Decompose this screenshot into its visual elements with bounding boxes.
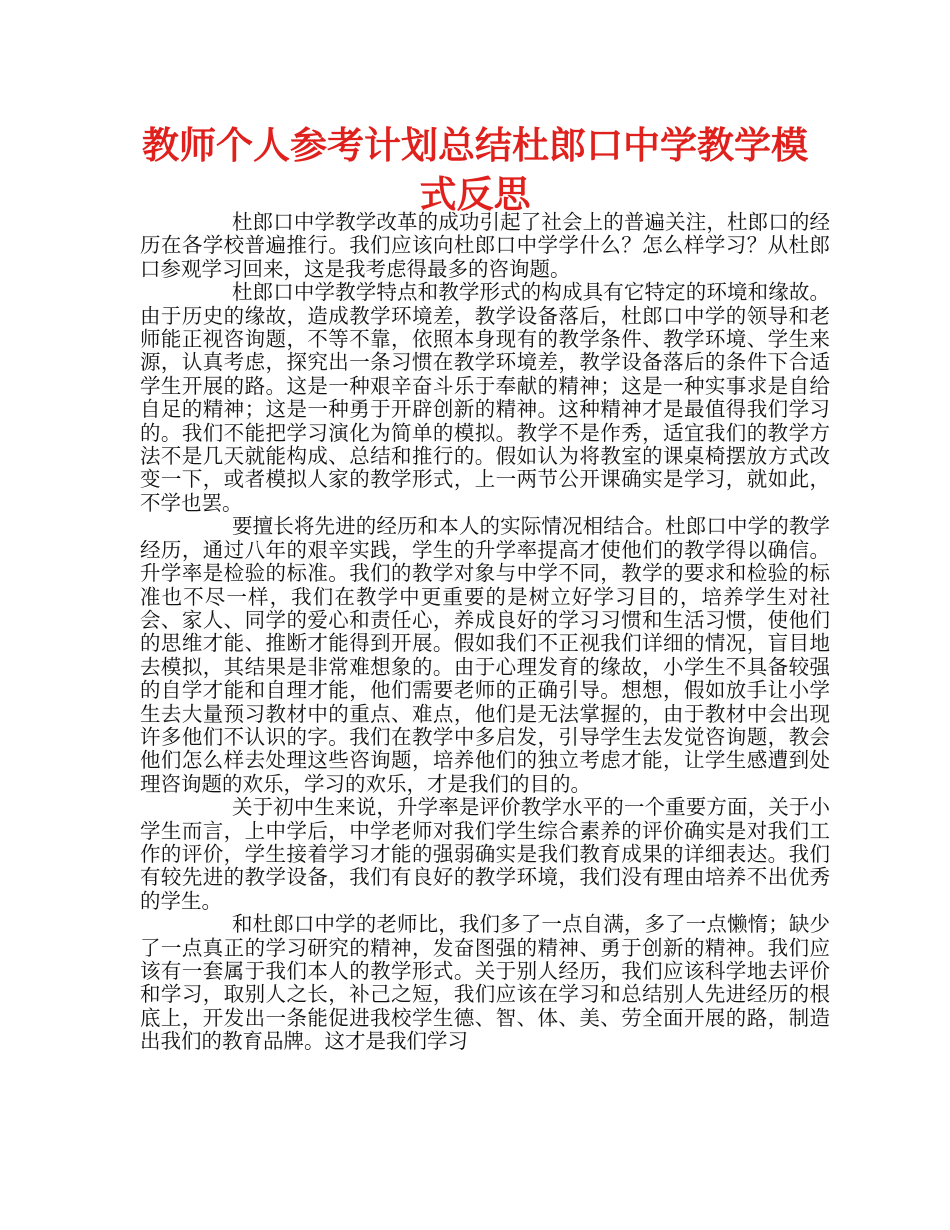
paragraph-2: 杜郎口中学教学特点和教学形式的构成具有它特定的环境和缘故。由于历史的缘故，造成教学环境差，教学设备落后，杜郎口中学的领导和老师能正视咨询题，不等不靠，依照本身现有的教学条件、教学环境、学生来源，认真考虑，探究出一条习惯在教学环境差，教学设备落后的条件下合适学生开展的路。这是一种艰辛奋斗乐于奉献的精神；这是一种实事求是自给自足的精神；这是一种勇于开辟创新的精神。这种精神才是最值得我们学习的。我们不能把学习演化为简单的模拟。教学不是作秀，适宜我们的教学方法不是几天就能构成、总结和推行的。假如认为将教室的课桌椅摆放方式改变一下，或者模拟人家的教学形式，上一两节公开课确实是学习，就如此，不学也罢。 [140, 280, 830, 515]
paragraph-1: 杜郎口中学教学改革的成功引起了社会上的普遍关注，杜郎口的经历在各学校普遍推行。我们应该向杜郎口中学学什么？怎么样学习？从杜郎口参观学习回来，这是我考虑得最多的咨询题。 [140, 210, 830, 281]
paragraph-4: 关于初中生来说，升学率是评价教学水平的一个重要方面，关于小学生而言，上中学后，中学老师对我们学生综合素养的评价确实是对我们工作的评价，学生接着学习才能的强弱确实是我们教育成果的详细表达。我们有较先进的教学设备，我们有良好的教学环境，我们没有理由培养不出优秀的学生。 [140, 795, 830, 913]
paragraph-3: 要擅长将先进的经历和本人的实际情况相结合。杜郎口中学的教学经历，通过八年的艰辛实践，学生的升学率提高才使他们的教学得以确信。升学率是检验的标准。我们的教学对象与中学不同，教学的要求和检验的标准也不尽一样，我们在教学中更重要的是树立好学习目的，培养学生对社会、家人、同学的爱心和责任心，养成良好的学习习惯和生活习惯，使他们的思维才能、推断才能得到开展。假如我们不正视我们详细的情况，盲目地去模拟，其结果是非常难想象的。由于心理发育的缘故，小学生不具备较强的自学才能和自理才能，他们需要老师的正确引导。想想，假如放手让小学生去大量预习教材中的重点、难点，他们是无法掌握的，由于教材中会出现许多他们不认识的字。我们在教学中多启发，引导学生去发觉咨询题，教会他们怎么样去处理这些咨询题，培养他们的独立考虑才能，让学生感遭到处理咨询题的欢乐，学习的欢乐，才是我们的目的。 [140, 514, 830, 796]
document-title: 教师个人参考计划总结杜郎口中学教学模式反思 [142, 124, 808, 216]
document-body [140, 211, 830, 1054]
paragraph-5: 和杜郎口中学的老师比，我们多了一点自满，多了一点懒惰；缺少了一点真正的学习研究的精神，发奋图强的精神、勇于创新的精神。我们应该有一套属于我们本人的教学形式。关于别人经历，我们应该科学地去评价和学习，取别人之长，补己之短，我们应该在学习和总结别人先进经历的根底上，开发出一条能促进我校学生德、智、体、美、劳全面开展的路，制造出我们的教育品牌。这才是我们学习 [140, 912, 830, 1054]
